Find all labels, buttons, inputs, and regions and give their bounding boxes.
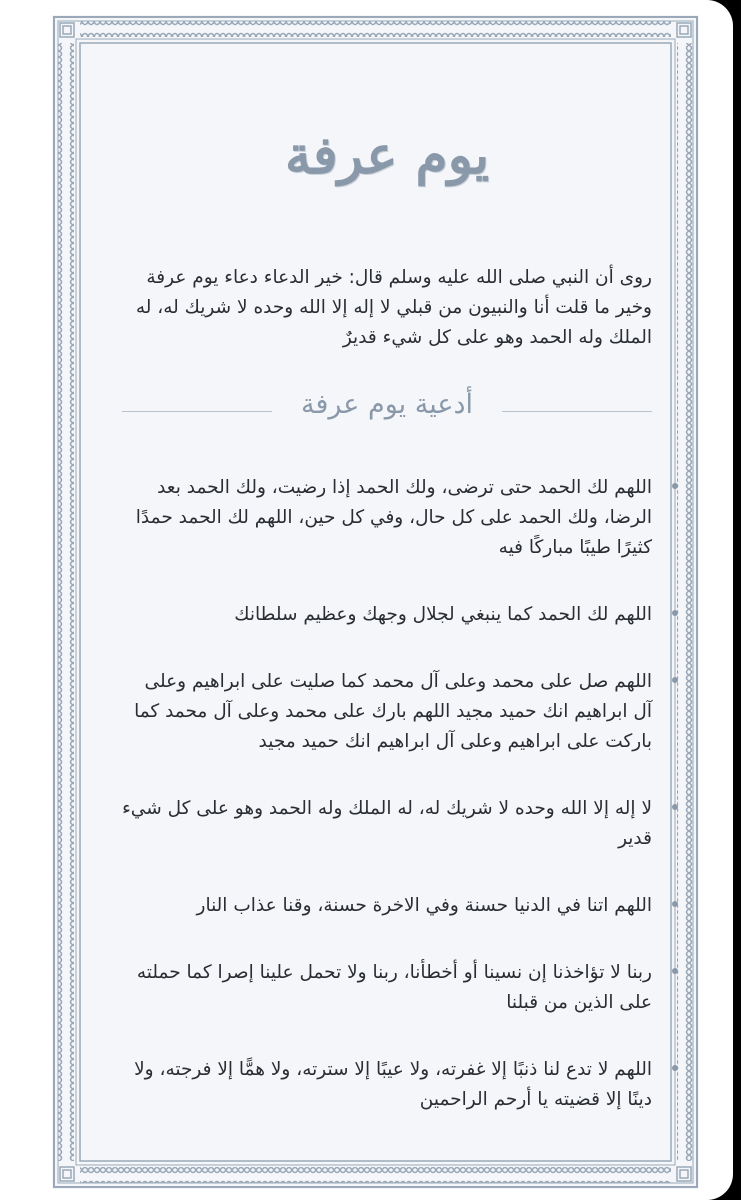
bullet-icon: [672, 968, 678, 974]
list-item: [122, 600, 652, 630]
dua-text: لا إله إلا الله وحده لا شريك له، له الملك وله الحمد وهو على كل شيء قدير: [122, 798, 652, 849]
section-heading-text: أدعية يوم عرفة: [301, 389, 473, 420]
dua-text: ربنا لا تؤاخذنا إن نسينا أو أخطأنا، ربنا ولا تحمل علينا إصرا كما حملته على الذين من قبلنا: [136, 962, 652, 1013]
bullet-icon: [672, 610, 678, 616]
list-item: [122, 891, 652, 921]
section-heading: [122, 389, 652, 429]
list-item: [122, 1055, 652, 1115]
dua-text: اللهم لا تدع لنا ذنبًا إلا غفرته، ولا عيبًا إلا سترته، ولا همًّا إلا فرجته، ولا دينًا إلا قضيته يا أرحم الراحمين: [134, 1059, 652, 1110]
list-item: [122, 794, 652, 854]
card-paper: [52, 15, 699, 1189]
dua-text: اللهم لك الحمد حتى ترضى، ولك الحمد إذا رضيت، ولك الحمد بعد الرضا، ولك الحمد على كل حال، وفي كل حين، اللهم لك الحمد حمدًا كثيرًا طيبًا مباركًا فيه: [135, 477, 652, 558]
list-item: [122, 667, 652, 757]
dua-text: اللهم اتنا في الدنيا حسنة وفي الاخرة حسنة، وقنا عذاب النار: [196, 895, 652, 916]
bullet-icon: [672, 804, 678, 810]
card-title: يوم عرفة: [284, 125, 490, 186]
bullet-icon: [672, 483, 678, 489]
list-item: [122, 958, 652, 1018]
list-item: [122, 473, 652, 563]
bullet-icon: [672, 901, 678, 907]
dua-text: اللهم لك الحمد كما ينبغي لجلال وجهك وعظيم سلطانك: [234, 604, 652, 625]
dua-text: اللهم صل على محمد وعلى آل محمد كما صليت على ابراهيم وعلى آل ابراهيم انك حميد مجيد اللهم بارك على محمد وعلى آل محمد كما باركت على ابراهيم وعلى آل ابراهيم انك حميد مجيد: [134, 671, 652, 752]
bullet-icon: [672, 677, 678, 683]
card-content: [122, 95, 652, 1135]
duas-list: [122, 473, 652, 1115]
bullet-icon: [672, 1065, 678, 1071]
intro-paragraph: روى أن النبي صلى الله عليه وسلم قال: خير الدعاء دعاء يوم عرفة وخير ما قلت أنا والنبيون من قبلي لا إله إلا الله وحده لا شريك له، له الملك وله الحمد وهو على كل شيء قديرٌ: [135, 267, 652, 348]
